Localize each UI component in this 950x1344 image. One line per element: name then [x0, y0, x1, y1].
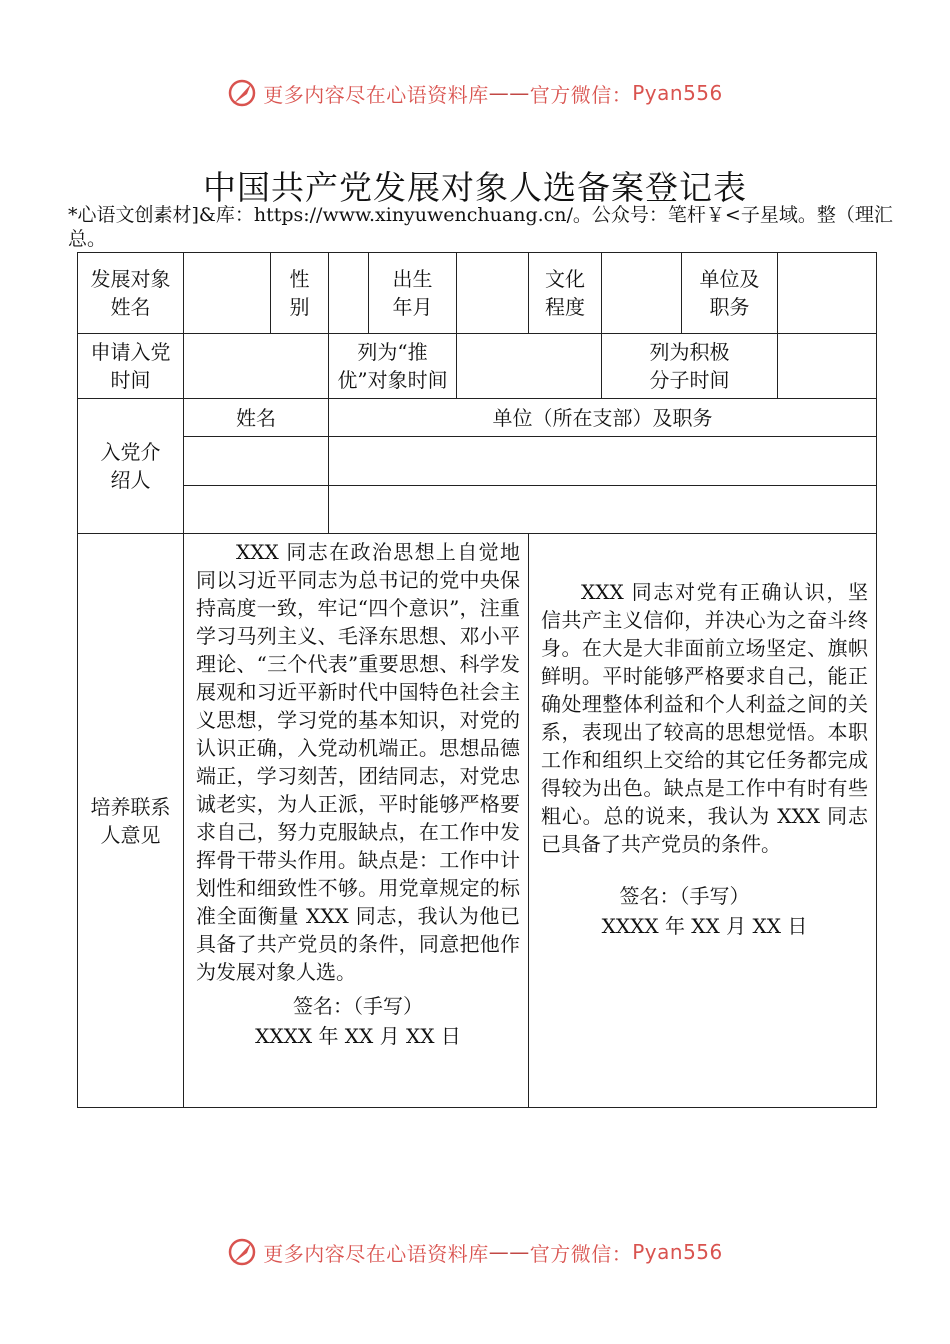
quill-logo-icon — [227, 1237, 257, 1267]
name-label: 发展对象姓名 — [78, 253, 184, 334]
watermark-label: 官方微信： — [529, 1241, 633, 1266]
watermark-label: 官方微信： — [529, 82, 633, 107]
registration-form — [77, 252, 877, 1108]
recommend-value[interactable] — [457, 334, 602, 399]
watermark-bottom — [0, 1232, 950, 1272]
watermark-top — [0, 73, 950, 113]
source-note: *心语文创素材]&库：https://www.xinyuwenchuang.cn/。公众号：笔杆￥<子星域。整（理汇总。 — [68, 204, 893, 250]
activist-label: 列为积极分子时间 — [602, 334, 778, 399]
gender-value[interactable] — [329, 253, 369, 334]
education-value[interactable] — [602, 253, 682, 334]
opinion-left-date: XXXX 年 XX 月 XX 日 — [255, 1024, 461, 1048]
opinion-right-signature: 签名：（手写） — [619, 884, 750, 908]
table-row — [78, 334, 877, 399]
watermark-separator: —— — [488, 1240, 530, 1264]
table-row — [78, 486, 877, 534]
introducer-name-header: 姓名 — [184, 399, 329, 437]
table-row — [78, 534, 877, 1108]
opinion-left-signature: 签名：（手写） — [293, 994, 423, 1018]
opinion-label: 培养联系人意见 — [78, 534, 184, 1108]
opinion-left[interactable] — [184, 534, 529, 1108]
activist-value[interactable] — [778, 334, 877, 399]
table-row — [78, 399, 877, 437]
watermark-id: Pyan556 — [632, 1240, 723, 1264]
birth-value[interactable] — [457, 253, 529, 334]
education-label: 文化程度 — [529, 253, 602, 334]
introducer-unit-header: 单位（所在支部）及职务 — [329, 399, 877, 437]
introducer-name-1[interactable] — [184, 437, 329, 486]
position-label: 单位及职务 — [682, 253, 778, 334]
introducer-unit-2[interactable] — [329, 486, 877, 534]
watermark-text: 更多内容尽在心语资料库 — [263, 1241, 489, 1266]
apply-time-value[interactable] — [184, 334, 329, 399]
watermark-separator: —— — [488, 81, 530, 105]
watermark-id: Pyan556 — [632, 81, 723, 105]
recommend-label: 列为“推优”对象时间 — [329, 334, 457, 399]
introducer-label: 入党介绍人 — [78, 399, 184, 534]
introducer-unit-1[interactable] — [329, 437, 877, 486]
opinion-right-date: XXXX 年 XX 月 XX 日 — [601, 914, 808, 938]
birth-label: 出生年月 — [369, 253, 457, 334]
quill-logo-icon — [227, 78, 257, 108]
watermark-text: 更多内容尽在心语资料库 — [263, 82, 489, 107]
gender-label: 性别 — [271, 253, 329, 334]
position-value[interactable] — [778, 253, 877, 334]
opinion-right-text: XXX 同志对党有正确认识，坚信共产主义信仰，并决心为之奋斗终身。在大是大非面前立场坚定、旗帜鲜明。平时能够严格要求自己，能正确处理整体利益和个人利益之间的关系，表现出了较高的思想觉悟。本职工作和组织上交给的其它任务都完成得较为出色。缺点是工作中有时有些粗心。总的说来，我认为 XXX 同志已具备了共产党员的条件。 — [541, 580, 868, 856]
introducer-name-2[interactable] — [184, 486, 329, 534]
name-value[interactable] — [184, 253, 271, 334]
opinion-left-text: XXX 同志在政治思想上自觉地同以习近平同志为总书记的党中央保持高度一致，牢记“四个意识”，注重学习马列主义、毛泽东思想、邓小平理论、“三个代表”重要思想、科学发展观和习近平新时代中国特色社会主义思想，学习党的基本知识，对党的认识正确，入党动机端正。思想品德端正，学习刻苦，团结同志，对党忠诚老实，为人正派，平时能够严格要求自己，努力克服缺点，在工作中发挥骨干带头作用。缺点是：工作中计划性和细致性不够。用党章规定的标准全面衡量 XXX 同志，我认为他已具备了共产党员的条件，同意把他作为发展对象人选。 — [196, 540, 520, 984]
page-title: 中国共产党发展对象人选备案登记表 — [203, 168, 747, 207]
apply-time-label: 申请入党时间 — [78, 334, 184, 399]
table-row — [78, 437, 877, 486]
table-row — [78, 253, 877, 334]
opinion-right[interactable] — [529, 534, 877, 1108]
